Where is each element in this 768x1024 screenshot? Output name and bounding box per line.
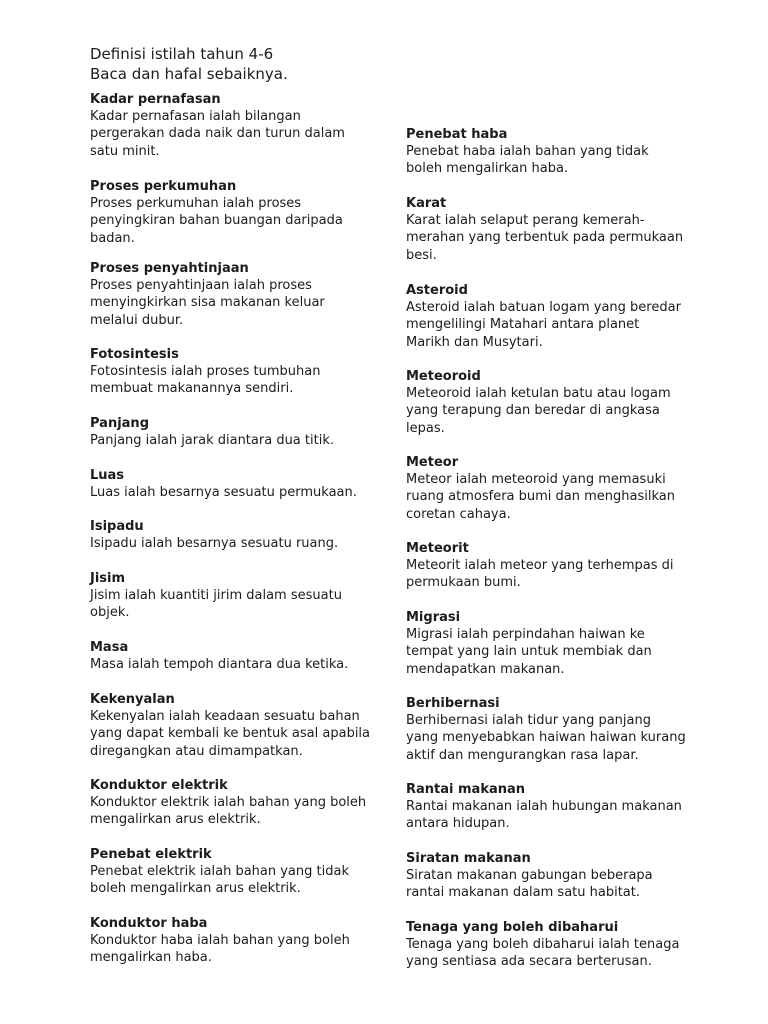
term-heading: Proses penyahtinjaan [90,261,249,276]
term-definition [406,936,706,971]
definition-line: Migrasi ialah perpindahan haiwan ke [406,627,645,642]
term-heading: Luas [90,468,125,483]
term-heading: Meteor [406,455,459,470]
entry-siratan-makanan [406,850,706,902]
definition-line: besi. [406,247,437,263]
definition-line: Tenaga yang boleh dibaharui ialah tenaga [406,937,680,952]
entry-karat [406,195,706,264]
term-heading: Jisim [90,571,126,586]
term-definition [406,798,706,833]
entry-konduktor-elektrik [90,777,390,829]
term-definition [90,484,390,501]
term-heading: Penebat elektrik [90,847,212,862]
term-heading: Berhibernasi [406,696,500,711]
entry-proses-penyahtinjaan [90,260,390,329]
term-heading: Penebat haba [406,127,508,142]
definition-line: Penebat haba ialah bahan yang tidak [406,144,649,159]
entry-tenaga-boleh-dibaharui [406,919,706,971]
definition-line: aktif dan mengurangkan rasa lapar. [406,747,639,763]
definition-line: Berhibernasi ialah tidur yang panjang [406,713,651,728]
definition-line: permukaan bumi. [406,575,521,591]
term-definition [90,708,390,760]
definition-line: Asteroid ialah batuan logam yang beredar [406,300,681,315]
definition-line: Meteor ialah meteoroid yang memasuki [406,472,666,487]
term-heading: Masa [90,640,129,655]
term-heading: Rantai makanan [406,782,526,797]
term-heading: Konduktor haba [90,916,208,931]
definition-line: tempat yang lain untuk membiak dan [406,644,652,660]
definition-line: Siratan makanan gabungan beberapa [406,868,653,883]
definition-line: Isipadu ialah besarnya sesuatu ruang. [90,536,339,551]
definition-line: mendapatkan makanan. [406,661,565,677]
definition-line: Fotosintesis ialah proses tumbuhan [90,364,321,379]
term-definition [406,867,706,902]
entry-penebat-haba [406,126,706,178]
term-definition [406,212,706,264]
definition-line: satu minit. [90,143,160,159]
term-definition [90,656,390,673]
definition-line: boleh mengalirkan arus elektrik. [90,881,301,897]
definition-line: Proses penyahtinjaan ialah proses [90,278,312,293]
term-definition [406,143,706,178]
definition-line: pergerakan dada naik dan turun dalam [90,126,345,142]
definition-line: yang menyebabkan haiwan haiwan kurang [406,730,686,746]
definition-line: yang terapung dan beredar di angkasa [406,403,660,419]
term-definition [90,195,390,247]
term-heading: Kadar pernafasan [90,92,221,107]
term-heading: Tenaga yang boleh dibaharui [406,920,619,935]
definition-line: Proses perkumuhan ialah proses [90,196,302,211]
definition-line: Konduktor haba ialah bahan yang boleh [90,933,350,948]
definition-line: yang sentiasa ada secara berterusan. [406,954,652,970]
term-heading: Kekenyalan [90,692,175,707]
term-definition [406,626,706,678]
term-definition [90,363,390,398]
entry-isipadu [90,518,390,552]
term-definition [406,385,706,437]
term-definition [406,471,706,523]
title-line-2: Baca dan hafal sebaiknya. [90,65,288,83]
term-heading: Proses perkumuhan [90,179,237,194]
term-definition [90,794,390,829]
definition-line: lepas. [406,420,445,436]
term-definition [406,557,706,592]
definition-line: Meteorit ialah meteor yang terhempas di [406,558,674,573]
definition-line: Kekenyalan ialah keadaan sesuatu bahan [90,709,360,724]
definition-line: antara hidupan. [406,816,510,832]
definition-line: ruang atmosfera bumi dan menghasilkan [406,489,675,505]
term-definition [90,432,390,449]
definition-line: mengalirkan arus elektrik. [90,812,261,828]
definition-line: merahan yang terbentuk pada permukaan [406,230,684,246]
term-definition [406,712,706,764]
definition-line: menyingkirkan sisa makanan keluar [90,295,325,311]
definition-line: melalui dubur. [90,312,184,328]
entry-konduktor-haba [90,915,390,967]
definition-line: Jisim ialah kuantiti jirim dalam sesuatu [90,588,342,603]
term-heading: Migrasi [406,610,461,625]
definition-line: objek. [90,605,130,621]
definition-line: rantai makanan dalam satu habitat. [406,885,640,901]
entry-luas [90,467,390,501]
entry-kadar-pernafasan [90,91,390,160]
entry-berhibernasi [406,695,706,764]
entry-jisim [90,570,390,622]
entry-meteor [406,454,706,523]
definition-line: Panjang ialah jarak diantara dua titik. [90,433,334,448]
entry-fotosintesis [90,346,390,398]
definition-line: boleh mengalirkan haba. [406,161,569,177]
entry-meteorit [406,540,706,592]
definition-line: membuat makanannya sendiri. [90,381,294,397]
entry-panjang [90,415,390,449]
term-definition [90,535,390,552]
entry-penebat-elektrik [90,846,390,898]
term-heading: Siratan makanan [406,851,531,866]
definition-line: Meteoroid ialah ketulan batu atau logam [406,386,671,401]
definition-line: Marikh dan Musytari. [406,334,543,350]
definition-line: Karat ialah selaput perang kemerah- [406,213,645,228]
term-heading: Karat [406,196,447,211]
definition-line: mengalirkan haba. [90,950,212,966]
term-definition [90,863,390,898]
entry-migrasi [406,609,706,678]
definition-line: Konduktor elektrik ialah bahan yang boleh [90,795,367,810]
page-title [90,44,690,84]
definition-line: coretan cahaya. [406,506,511,522]
term-heading: Isipadu [90,519,144,534]
definition-line: Luas ialah besarnya sesuatu permukaan. [90,485,357,500]
definition-line: Penebat elektrik ialah bahan yang tidak [90,864,349,879]
entry-masa [90,639,390,673]
definition-line: yang dapat kembali ke bentuk asal apabila [90,726,371,742]
term-heading: Meteoroid [406,369,481,384]
term-definition [90,277,390,329]
entry-rantai-makanan [406,781,706,833]
term-heading: Panjang [90,416,149,431]
term-definition [406,299,706,351]
definition-line: Masa ialah tempoh diantara dua ketika. [90,657,349,672]
term-definition [90,932,390,967]
term-definition [90,587,390,622]
definition-line: Rantai makanan ialah hubungan makanan [406,799,682,814]
entry-kekenyalan [90,691,390,760]
term-heading: Fotosintesis [90,347,179,362]
definition-line: penyingkiran bahan buangan daripada [90,213,343,229]
definition-line: diregangkan atau dimampatkan. [90,743,303,759]
term-heading: Meteorit [406,541,469,556]
definition-line: badan. [90,230,135,246]
entry-meteoroid [406,368,706,437]
entry-asteroid [406,282,706,351]
definition-line: mengelilingi Matahari antara planet [406,317,640,333]
definition-line: Kadar pernafasan ialah bilangan [90,109,301,124]
title-line-1: Definisi istilah tahun 4-6 [90,45,274,63]
entry-proses-perkumuhan [90,178,390,247]
term-heading: Konduktor elektrik [90,778,228,793]
term-definition [90,108,390,160]
term-heading: Asteroid [406,283,468,298]
